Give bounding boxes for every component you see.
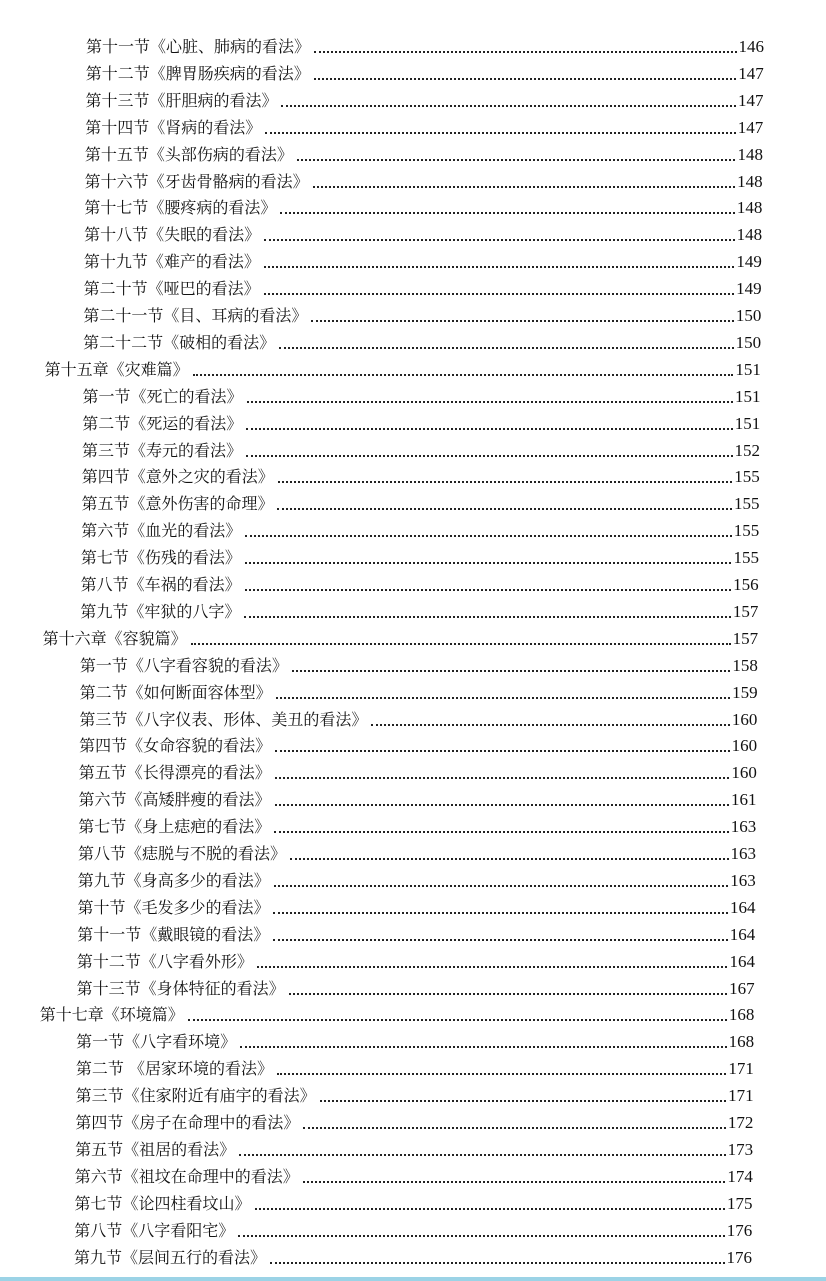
toc-entry-title: 第九节《牢狱的八字》 <box>80 601 241 621</box>
dot-leader <box>264 266 735 268</box>
toc-entry-title: 第一节《八字看容貌的看法》 <box>79 655 288 675</box>
dot-leader <box>274 885 729 887</box>
toc-section-row[interactable] <box>74 1214 752 1241</box>
toc-chapter-row[interactable] <box>43 622 759 649</box>
toc-section-row[interactable] <box>81 514 759 541</box>
toc-page-number: 168 <box>728 1032 755 1052</box>
dot-leader <box>280 212 735 214</box>
toc-section-row[interactable] <box>86 57 764 84</box>
toc-page-number: 151 <box>734 413 761 433</box>
dot-leader <box>290 858 728 860</box>
toc-page-number: 155 <box>733 521 760 541</box>
toc-entry-title: 第十六节《牙齿骨骼病的看法》 <box>84 171 309 191</box>
toc-page-number: 173 <box>727 1139 754 1159</box>
toc-entry-title: 第十六章《容貌篇》 <box>42 628 187 648</box>
toc-page-number: 146 <box>738 37 764 56</box>
toc-section-row[interactable] <box>79 729 757 756</box>
toc-section-row[interactable] <box>82 407 760 434</box>
toc-page-number: 160 <box>731 763 757 783</box>
toc-entry-title: 第十五章《灾难篇》 <box>44 359 189 379</box>
dot-leader <box>314 51 736 53</box>
toc-section-row[interactable] <box>76 1025 754 1052</box>
toc-entry-title: 第十一节《心脏、肺病的看法》 <box>86 37 311 56</box>
toc-page-number: 147 <box>737 117 764 137</box>
dot-leader <box>273 939 728 941</box>
dot-leader <box>273 912 728 914</box>
toc-entry-title: 第六节《血光的看法》 <box>81 521 242 541</box>
toc-page-number: 158 <box>732 655 758 675</box>
toc-entry-title: 第一节《八字看环境》 <box>76 1032 237 1052</box>
toc-section-row[interactable] <box>79 783 757 810</box>
toc-page-number: 163 <box>730 870 756 890</box>
toc-entry-title: 第十五节《头部伤病的看法》 <box>84 144 293 164</box>
toc-section-row[interactable] <box>77 891 755 918</box>
toc-page-number: 175 <box>727 1193 753 1213</box>
dot-leader <box>281 105 736 107</box>
toc-entry-title: 第十八节《失眠的看法》 <box>84 225 261 245</box>
toc-page-number: 174 <box>727 1166 753 1186</box>
toc-entry-title: 第十二节《八字看外形》 <box>76 951 253 971</box>
toc-page-number: 159 <box>732 682 758 702</box>
toc-section-row[interactable] <box>80 676 758 703</box>
toc-page-number: 172 <box>727 1113 754 1132</box>
toc-entry-title: 第七节《伤残的看法》 <box>80 548 241 568</box>
dot-leader <box>277 1073 726 1075</box>
dot-leader <box>289 993 728 995</box>
dot-leader <box>240 1046 727 1048</box>
dot-leader <box>278 481 733 483</box>
toc-entry-title: 第六节《祖坟在命理中的看法》 <box>74 1166 299 1186</box>
toc-entry-title: 第十节《毛发多少的看法》 <box>77 897 270 917</box>
toc-entry-title: 第十七节《腰疼病的看法》 <box>84 198 277 218</box>
toc-chapter-row[interactable] <box>40 998 755 1025</box>
toc-page-number: 150 <box>735 332 762 352</box>
dot-leader <box>320 1100 727 1102</box>
page-bottom-border <box>0 1277 826 1281</box>
toc-page-number: 148 <box>736 225 763 245</box>
toc-section-row[interactable] <box>78 864 756 891</box>
toc-entry-title: 第八节《痣脱与不脱的看法》 <box>78 844 287 863</box>
toc-section-row[interactable] <box>75 1106 753 1133</box>
toc-section-row[interactable] <box>83 299 761 326</box>
toc-section-row[interactable] <box>79 756 757 783</box>
toc-page-number: 163 <box>730 844 756 863</box>
dot-leader <box>292 670 731 672</box>
dot-leader <box>303 1127 726 1129</box>
toc-page-number: 176 <box>726 1220 753 1240</box>
toc-section-row[interactable] <box>75 1133 753 1160</box>
toc-entry-title: 第四节《意外之灾的看法》 <box>81 467 274 487</box>
toc-page-number: 155 <box>734 467 760 487</box>
dot-leader <box>244 616 731 618</box>
dot-leader <box>264 239 735 241</box>
dot-leader <box>264 293 735 295</box>
dot-leader <box>238 1235 725 1237</box>
toc-page-number: 149 <box>736 279 762 299</box>
toc-page-number: 152 <box>734 440 760 460</box>
dot-leader <box>297 159 736 161</box>
toc-page-number: 148 <box>736 198 763 218</box>
dot-leader <box>246 455 732 457</box>
toc-entry-title: 第八节《八字看阳宅》 <box>74 1220 235 1240</box>
toc-entry-title: 第九节《身高多少的看法》 <box>77 870 270 890</box>
toc-entry-title: 第十七章《环境篇》 <box>39 1005 184 1025</box>
toc-entry-title: 第八节《车祸的看法》 <box>80 575 241 594</box>
toc-section-row[interactable] <box>84 218 762 245</box>
toc-section-row[interactable] <box>76 1052 754 1079</box>
dot-leader <box>276 697 731 699</box>
dot-leader <box>313 186 736 188</box>
toc-page-number: 164 <box>729 924 756 944</box>
toc-entry-title: 第三节《住家附近有庙宇的看法》 <box>75 1086 316 1106</box>
toc-section-row[interactable] <box>84 245 762 272</box>
toc-section-row[interactable] <box>74 1241 752 1268</box>
toc-section-row[interactable] <box>77 918 755 945</box>
toc-section-row[interactable] <box>79 703 757 730</box>
toc-page-number: 147 <box>737 90 764 110</box>
dot-leader <box>246 428 733 430</box>
toc-section-row[interactable] <box>80 649 758 676</box>
toc-entry-title: 第二十二节《破相的看法》 <box>83 332 276 352</box>
dot-leader <box>245 589 732 591</box>
toc-section-row[interactable] <box>85 84 763 111</box>
toc-section-row[interactable] <box>81 541 759 568</box>
toc-entry-title: 第三节《寿元的看法》 <box>82 440 243 460</box>
toc-section-row[interactable] <box>78 810 756 837</box>
toc-page-number: 160 <box>731 709 758 729</box>
toc-section-row[interactable] <box>82 434 760 461</box>
toc-page-number: 151 <box>735 359 761 379</box>
toc-chapter-row[interactable] <box>45 353 761 380</box>
toc-section-row[interactable] <box>77 972 755 999</box>
toc-entry-title: 第五节《长得漂亮的看法》 <box>78 763 271 783</box>
dot-leader <box>193 374 734 376</box>
toc-page-number: 157 <box>732 601 759 621</box>
dot-leader <box>255 1208 726 1210</box>
toc-entry-title: 第九节《层间五行的看法》 <box>74 1247 267 1267</box>
dot-leader <box>275 777 730 779</box>
toc-section-row[interactable] <box>83 380 761 407</box>
toc-page-number: 155 <box>733 548 759 568</box>
toc-section-row[interactable] <box>85 138 763 165</box>
dot-leader <box>274 831 729 833</box>
toc-page-number: 164 <box>729 951 755 971</box>
toc-entry-title: 第十三节《肝胆病的看法》 <box>85 90 278 110</box>
toc-section-row[interactable] <box>85 165 763 192</box>
toc-entry-title: 第七节《身上痣疤的看法》 <box>78 817 271 837</box>
toc-page-number: 171 <box>728 1086 754 1106</box>
toc-section-row[interactable] <box>75 1187 753 1214</box>
toc-entry-title: 第六节《高矮胖瘦的看法》 <box>78 790 271 810</box>
toc-section-row[interactable] <box>84 272 762 299</box>
toc-entry-title: 第七节《论四柱看坟山》 <box>74 1193 251 1213</box>
dot-leader <box>279 347 734 349</box>
dot-leader <box>247 401 734 403</box>
toc-entry-title: 第二节《如何断面容体型》 <box>79 682 272 702</box>
toc-page-number: 156 <box>733 575 759 594</box>
toc-section-row[interactable] <box>85 111 763 138</box>
toc-section-row[interactable] <box>83 326 761 353</box>
dot-leader <box>314 78 737 80</box>
dot-leader <box>275 750 730 752</box>
toc-section-row[interactable] <box>76 1079 754 1106</box>
dot-leader <box>311 320 734 322</box>
toc-entry-title: 第十一节《戴眼镜的看法》 <box>77 924 270 944</box>
dot-leader <box>239 1154 726 1156</box>
toc-entry-title: 第四节《女命容貌的看法》 <box>79 736 272 756</box>
toc-section-row[interactable] <box>78 837 756 864</box>
toc-entry-title: 第二十节《哑巴的看法》 <box>83 279 260 299</box>
toc-page-number: 171 <box>728 1059 754 1079</box>
toc-page-number: 160 <box>731 736 758 756</box>
toc-section-row[interactable] <box>84 191 762 218</box>
toc-entry-title: 第一节《死亡的看法》 <box>82 386 243 406</box>
toc-section-row[interactable] <box>81 487 759 514</box>
dot-leader <box>265 132 736 134</box>
toc-page-number: 161 <box>731 790 757 810</box>
dot-leader <box>245 535 732 537</box>
dot-leader <box>371 724 730 726</box>
toc-page-number: 151 <box>735 386 761 406</box>
toc-page-number: 155 <box>733 494 760 514</box>
dot-leader <box>188 1019 727 1021</box>
toc-entry-title: 第十四节《肾病的看法》 <box>85 117 262 137</box>
dot-leader <box>275 804 730 806</box>
toc-entry-title: 第十九节《难产的看法》 <box>83 252 260 272</box>
dot-leader <box>191 643 731 645</box>
toc-page-number: 148 <box>737 171 763 191</box>
dot-leader <box>245 562 732 564</box>
dot-leader <box>303 1181 726 1183</box>
toc-page-number: 167 <box>729 978 755 998</box>
toc-page-number: 150 <box>735 306 762 325</box>
toc-entry-title: 第十二节《脾胃肠疾病的看法》 <box>85 63 310 83</box>
toc-entry-title: 第四节《房子在命理中的看法》 <box>75 1113 300 1132</box>
toc-entry-title: 第二十一节《目、耳病的看法》 <box>83 306 308 325</box>
toc-page-number: 163 <box>730 817 757 837</box>
toc-entry-title: 第五节《祖居的看法》 <box>75 1139 236 1159</box>
toc-page-number: 148 <box>737 144 763 164</box>
toc-entry-title: 第二节《死运的看法》 <box>82 413 243 433</box>
toc-section-row[interactable] <box>77 945 755 972</box>
toc-entry-title: 第五节《意外伤害的命理》 <box>81 494 274 514</box>
toc-page-number: 164 <box>729 897 756 917</box>
toc-page-number: 176 <box>726 1247 752 1267</box>
toc-section-row[interactable] <box>81 568 759 595</box>
dot-leader <box>257 966 728 968</box>
toc-page-number: 149 <box>736 252 762 272</box>
toc-section-row[interactable] <box>86 30 764 57</box>
toc-section-row[interactable] <box>80 595 758 622</box>
toc-section-row[interactable] <box>82 460 760 487</box>
toc-page-number: 157 <box>732 628 759 648</box>
toc-entry-title: 第二节 《居家环境的看法》 <box>75 1059 273 1079</box>
toc-page-number: 168 <box>728 1005 755 1025</box>
dot-leader <box>277 508 732 510</box>
toc-section-row[interactable] <box>75 1160 753 1187</box>
toc-page-number: 147 <box>738 63 764 83</box>
toc-entry-title: 第十三节《身体特征的看法》 <box>76 978 285 998</box>
dot-leader <box>270 1262 724 1264</box>
toc-entry-title: 第三节《八字仪表、形体、美丑的看法》 <box>79 709 368 729</box>
